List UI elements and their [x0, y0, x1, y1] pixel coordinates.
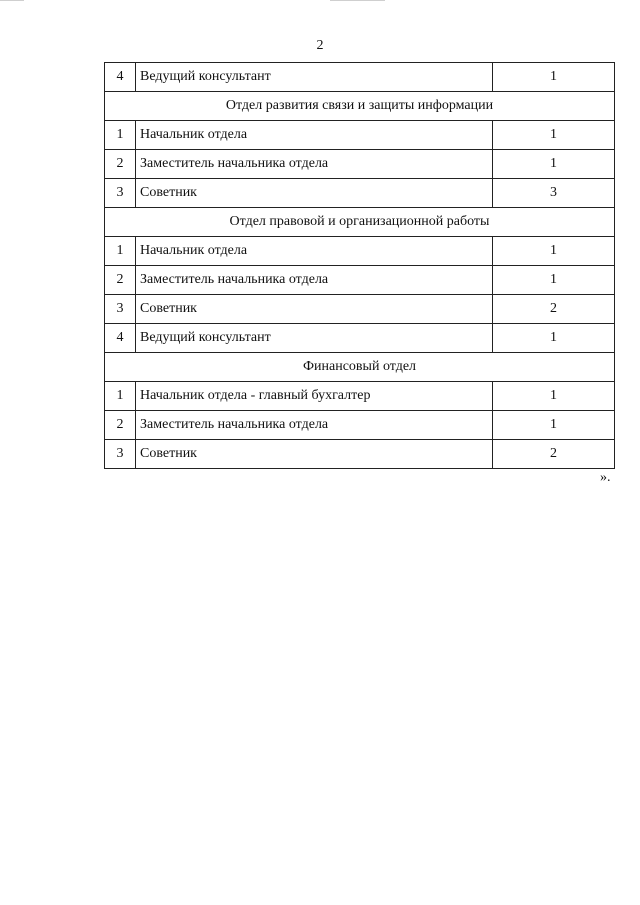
department-header-row: [105, 353, 615, 382]
position-title: Заместитель начальника отдела: [136, 150, 493, 179]
position-title: Начальник отдела: [136, 237, 493, 266]
table-row: [105, 440, 615, 469]
row-number: 1: [105, 382, 136, 411]
position-count: 1: [493, 266, 615, 295]
row-number: 2: [105, 411, 136, 440]
position-count: 2: [493, 440, 615, 469]
row-number: 4: [105, 63, 136, 92]
position-title: Советник: [136, 295, 493, 324]
table-row: [105, 150, 615, 179]
department-title: Отдел правовой и организационной работы: [105, 208, 615, 237]
row-number: 1: [105, 121, 136, 150]
position-count: 1: [493, 324, 615, 353]
row-number: 3: [105, 440, 136, 469]
closing-quote-mark: ».: [600, 470, 611, 485]
position-title: Заместитель начальника отдела: [136, 411, 493, 440]
table-row: [105, 411, 615, 440]
table-row: [105, 121, 615, 150]
department-title: Отдел развития связи и защиты информации: [105, 92, 615, 121]
position-count: 1: [493, 237, 615, 266]
row-number: 1: [105, 237, 136, 266]
department-header-row: [105, 92, 615, 121]
scan-edge-mark: [0, 0, 24, 1]
position-count: 1: [493, 150, 615, 179]
table-row: [105, 324, 615, 353]
row-number: 3: [105, 179, 136, 208]
position-title: Начальник отдела: [136, 121, 493, 150]
page-number: 2: [316, 38, 324, 53]
department-header-row: [105, 208, 615, 237]
table-row: [105, 63, 615, 92]
table-row: [105, 266, 615, 295]
table-row: [105, 179, 615, 208]
position-title: Начальник отдела - главный бухгалтер: [136, 382, 493, 411]
position-title: Ведущий консультант: [136, 324, 493, 353]
position-title: Советник: [136, 179, 493, 208]
staff-table-body: [105, 63, 615, 469]
table-row: [105, 295, 615, 324]
row-number: 2: [105, 150, 136, 179]
scan-edge-mark: [330, 0, 385, 1]
position-count: 1: [493, 382, 615, 411]
row-number: 4: [105, 324, 136, 353]
position-count: 3: [493, 179, 615, 208]
row-number: 3: [105, 295, 136, 324]
position-count: 2: [493, 295, 615, 324]
staff-table: [104, 62, 615, 469]
position-count: 1: [493, 63, 615, 92]
department-title: Финансовый отдел: [105, 353, 615, 382]
position-count: 1: [493, 411, 615, 440]
table-row: [105, 382, 615, 411]
table-row: [105, 237, 615, 266]
row-number: 2: [105, 266, 136, 295]
position-title: Советник: [136, 440, 493, 469]
position-title: Ведущий консультант: [136, 63, 493, 92]
position-count: 1: [493, 121, 615, 150]
position-title: Заместитель начальника отдела: [136, 266, 493, 295]
